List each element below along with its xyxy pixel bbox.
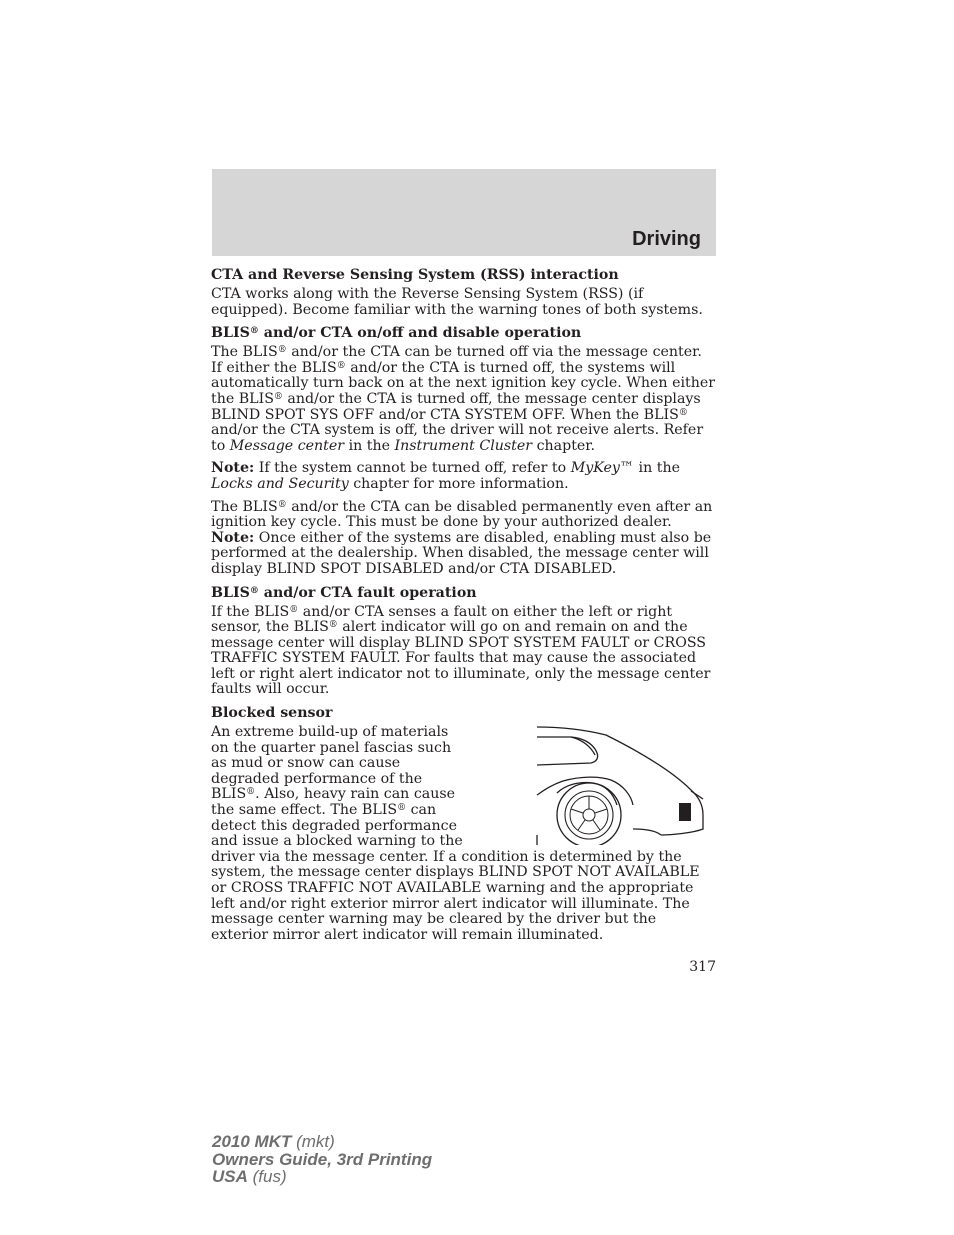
footer-line-model: 2010 MKT (mkt) bbox=[212, 1132, 335, 1151]
note-paragraph-mykey: Note: If the system cannot be turned off, refer to MyKey™ in the Locks and Security chapter for more information. bbox=[211, 460, 680, 492]
vehicle-rear-illustration bbox=[471, 725, 721, 845]
chapter-header-bar bbox=[212, 169, 716, 256]
chapter-title: Driving bbox=[632, 228, 701, 250]
paragraph-blocked-sensor: An extreme build-up of materials on the quarter panel fascias such as mud or snow can cause degraded performance of the BLIS®. Also, heavy rain can cause the same effect. The BLIS® can detect this degraded performance and issue a blocked warning to the driver via the message center. If a condition is determined by the system, the message center displays BLIND SPOT NOT AVAILABLE or CROSS TRAFFIC NOT AVAILABLE warning and the appropriate left and/or right exterior mirror alert indicator will illuminate. The message center warning may be cleared by the driver but the exterior mirror alert indicator will remain illuminated. bbox=[211, 724, 700, 943]
section-heading-fault: BLIS® and/or CTA fault operation bbox=[211, 584, 477, 601]
car-quarter-panel-icon bbox=[471, 725, 721, 845]
section-heading-cta-rss: CTA and Reverse Sensing System (RSS) interaction bbox=[211, 267, 619, 283]
paragraph-disable: The BLIS® and/or the CTA can be disabled permanently even after an ignition key cycle. This must be done by your authorized dealer. Note: Once either of the systems are disabled, enabling must also be performed at the dealership. When disabled, the message center will display BLIND SPOT DISABLED and/or CTA DISABLED. bbox=[211, 498, 713, 577]
page-number: 317 bbox=[689, 959, 716, 975]
page-content bbox=[211, 267, 717, 950]
footer-line-printing: Owners Guide, 3rd Printing bbox=[212, 1149, 433, 1169]
section-heading-on-off: BLIS® and/or CTA on/off and disable operation bbox=[211, 325, 582, 342]
document-footer bbox=[212, 1133, 432, 1186]
paragraph-cta-rss: CTA works along with the Reverse Sensing System (RSS) (if equipped). Become familiar with the warning tones of both systems. bbox=[211, 286, 703, 318]
footer-line-region: USA (fus) bbox=[212, 1167, 287, 1186]
paragraph-fault: If the BLIS® and/or CTA senses a fault on either the left or right sensor, the BLIS® alert indicator will go on and remain on and the message center will display BLIND SPOT SYSTEM FAULT or CROSS TRAFFIC SYSTEM FAULT. For faults that may cause the associated left or right alert indicator not to illuminate, only the message center faults will occur. bbox=[211, 603, 711, 698]
paragraph-on-off: The BLIS® and/or the CTA can be turned off via the message center. If either the BLIS® and/or the CTA is turned off, the systems will automatically turn back on at the next ignition key cycle. When either the BLIS® and/or the CTA is turned off, the message center displays BLIND SPOT SYS OFF and/or CTA SYSTEM OFF. When the BLIS® and/or the CTA system is off, the driver will not receive alerts. Refer to Message center in the Instrument Cluster chapter. bbox=[211, 344, 716, 454]
section-heading-blocked-sensor: Blocked sensor bbox=[211, 705, 333, 722]
